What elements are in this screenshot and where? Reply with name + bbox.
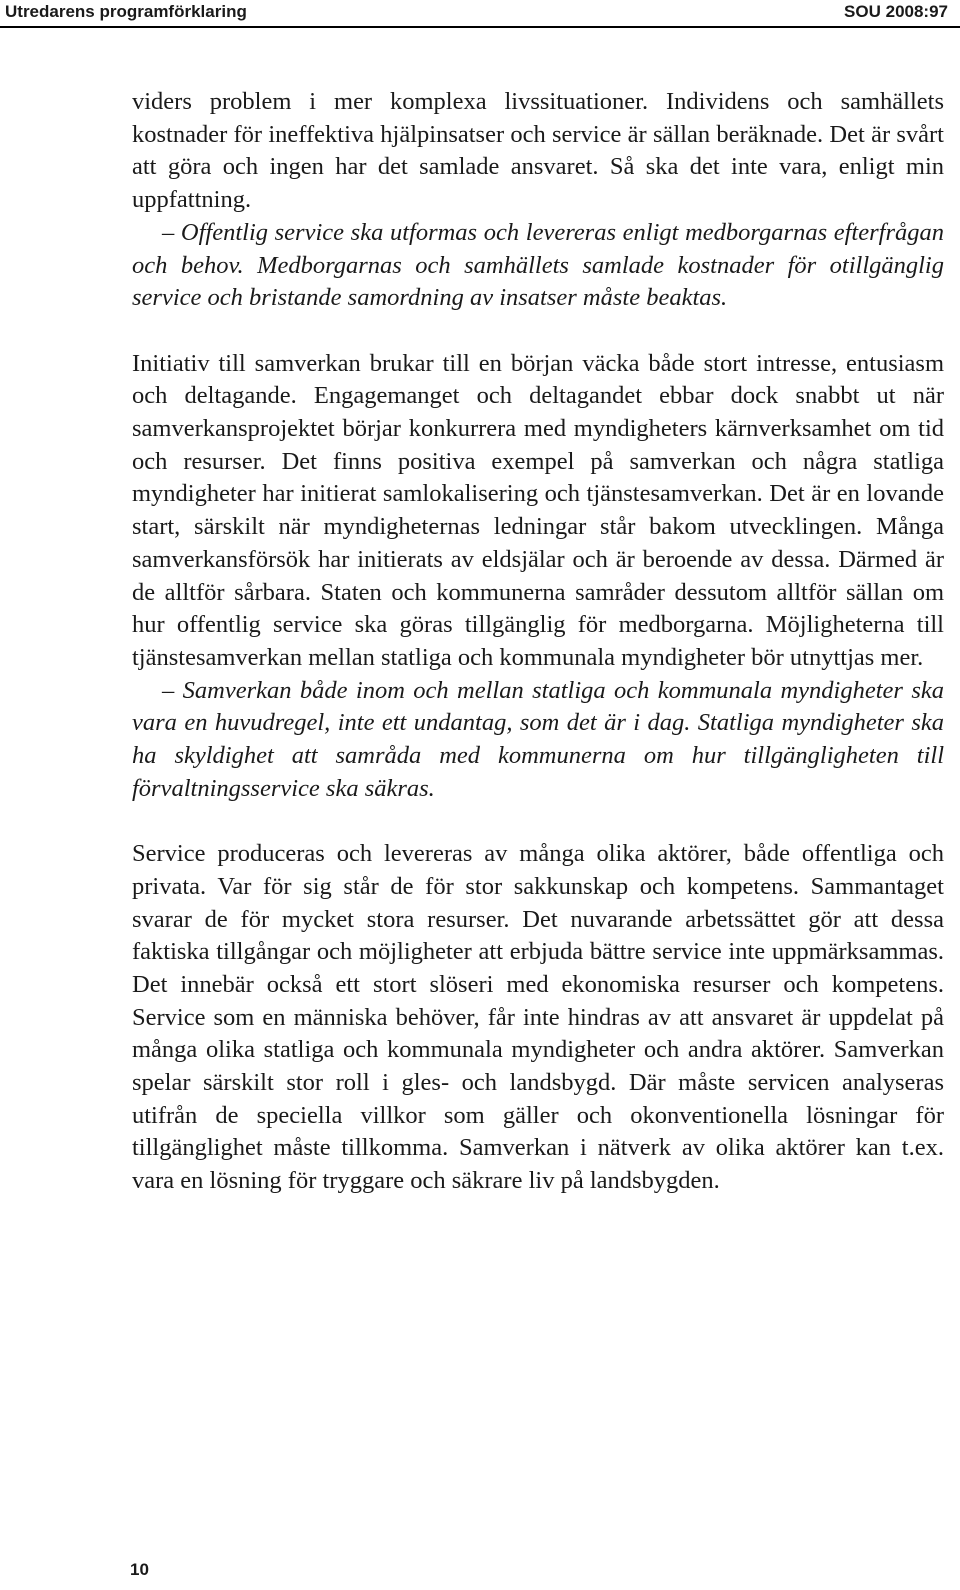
paragraph: Service produceras och levereras av många olika aktörer, både offentliga och privata. Var för sig står de för stor sakkunskap och kompetens. Sammantaget svarar de för mycket stora resurser. Det nuvarande arbetssättet gör att dessa faktiska tillgångar och möjligheter att erbjuda bättre service inte uppmärksammas. Det innebär också ett stort slöseri med ekonomiska resurser och kompetens. Service som en människa behöver, får inte hindras av att ansvaret är uppdelat på många olika statliga och kommunala myndigheter och andra aktörer. Samverkan spelar särskilt stor roll i gles- och landsbygd. Där måste servicen analyseras utifrån de speciella villkor som gäller och okonventionella lösningar för tillgänglighet måste tillkomma. Samverkan i nätverk av olika aktörer kan t.ex. vara en lösning för tryggare och säkrare liv på landsbygden. (132, 840, 944, 1195)
paragraph: viders problem i mer komplexa livssituationer. Individens och samhällets kostnader för ineffektiva hjälpinsatser och service är sällan beräknade. Det är svårt att göra och ingen har det samlade ansvaret. Så ska det inte vara, enligt min uppfattning. (132, 88, 944, 214)
italic-proposal: – Samverkan både inom och mellan statliga och kommunala myndigheter ska vara en huvudregel, inte ett undantag, som det är i dag. Statliga myndigheter ska ha skyldighet att samråda med kommunerna om hur tillgängligheten till förvaltningsservice ska säkras. (132, 676, 944, 802)
header-report-number: SOU 2008:97 (844, 2, 948, 21)
running-header (0, 0, 960, 28)
header-title: Utredarens programförklaring (5, 2, 247, 21)
page-number: 10 (130, 1560, 149, 1579)
header-rule (0, 26, 960, 28)
body-text (132, 86, 944, 1198)
paragraph: Initiativ till samverkan brukar till en början väcka både stort intresse, entusiasm och deltagande. Engagemanget och deltagandet ebbar dock snabbt ut när samverkansprojektet börjar konkurrera med myndigheters kärnverksamhet om tid och resurser. Det finns positiva exempel på samverkan och några statliga myndigheter har initierat samlokalisering och tjänstesamverkan. Det är en lovande start, särskilt när myndigheternas ledningar står bakom utvecklingen. Många samverkansförsök har initierats av eldsjälar och är beroende av dessa. Därmed är de alltför sårbara. Staten och kommunerna samråder dessutom alltför sällan om hur offentlig service ska göras tillgänglig för medborgarna. Möjligheterna till tjänstesamverkan mellan statliga och kommunala myndigheter bör utnyttjas mer. (132, 349, 944, 671)
italic-proposal: – Offentlig service ska utformas och levereras enligt medborgarnas efterfrågan och behov. Medborgarnas och samhällets samlade kostnader för otillgänglig service och bristande samordning av insatser måste beaktas. (132, 218, 944, 312)
